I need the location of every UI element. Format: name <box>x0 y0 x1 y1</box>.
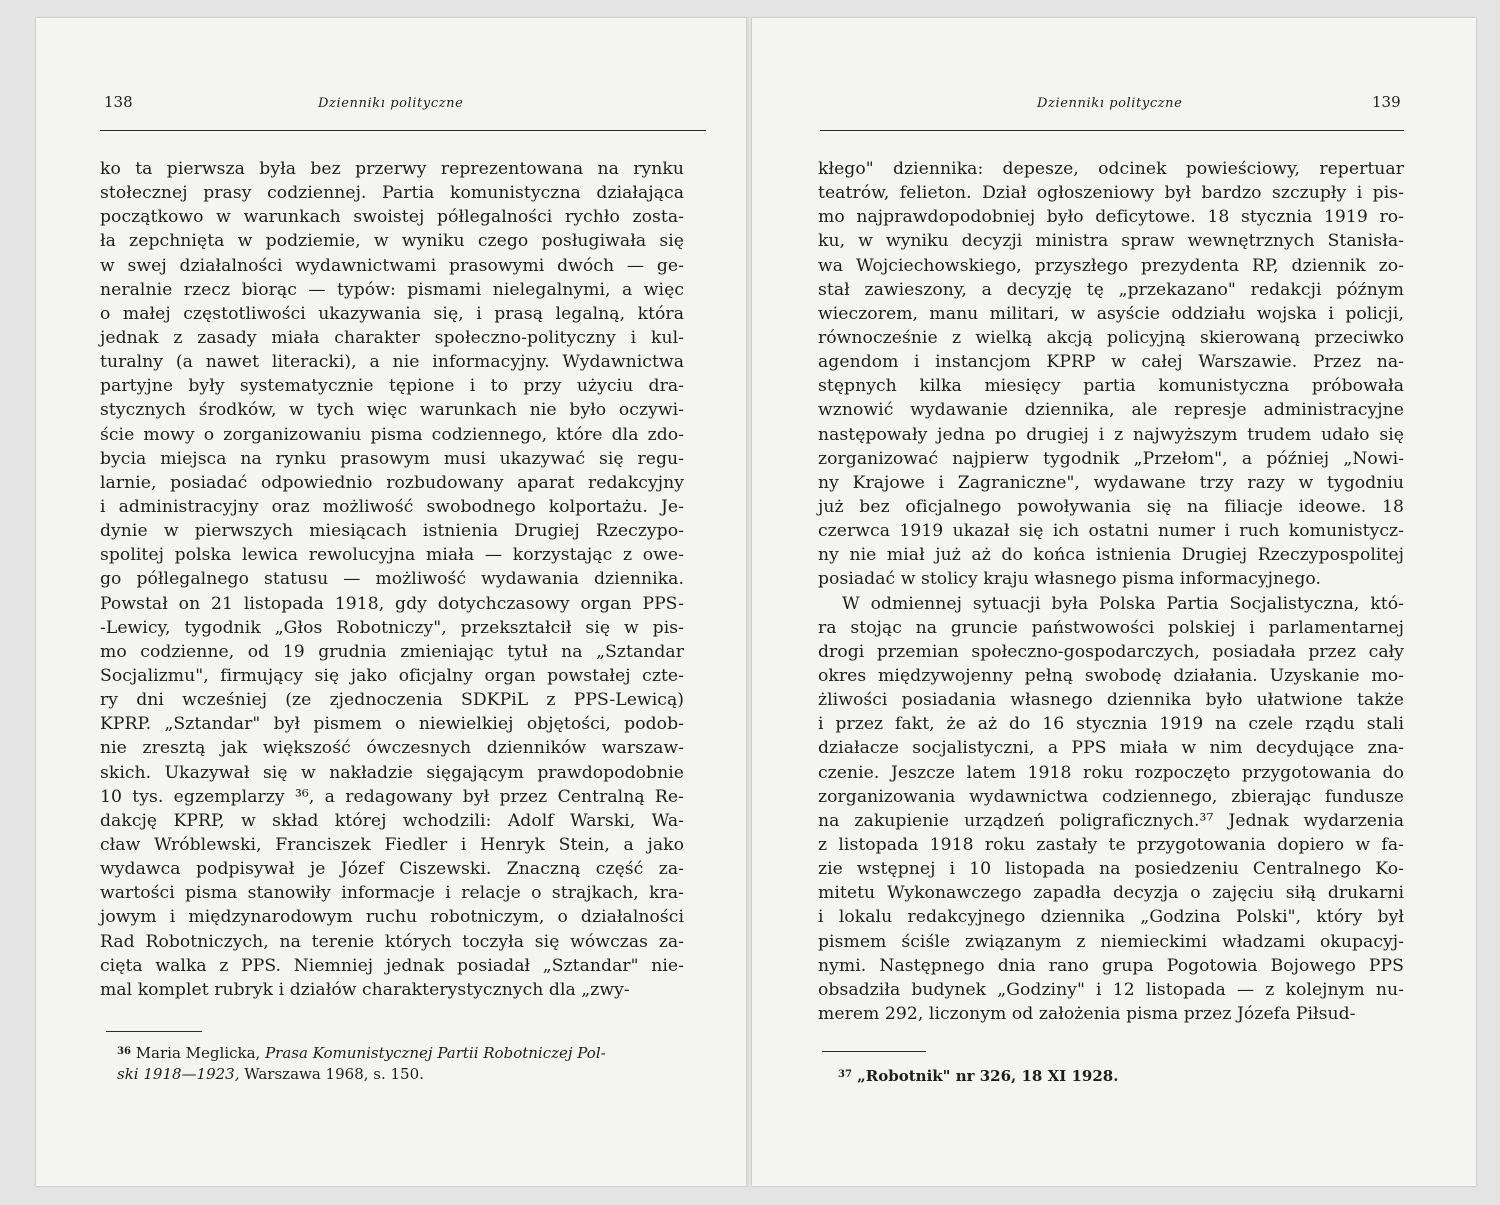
text-line: mo najprawdopodobniej było deficytowe. 18 stycznia 1919 ro- <box>818 207 1404 228</box>
text-line: z listopada 1918 roku zastały te przygotowania dopiero w fa- <box>818 834 1404 855</box>
text-line: zorganizować najpierw tygodnik „Przełom", a później „Nowi- <box>818 448 1404 469</box>
right-page-number: 139 <box>1372 93 1401 111</box>
text-line: obsadziła budynek „Godziny" i 12 listopada — z kolejnym nu- <box>818 979 1404 1000</box>
right-body-text <box>818 157 1404 1026</box>
text-line: jednak z zasady miała charakter społeczno-polityczny i kul- <box>100 327 684 348</box>
text-line: go półlegalnego statusu — możliwość wydawania dziennika. <box>100 569 684 590</box>
left-header-rule <box>100 130 706 131</box>
text-line: 10 tys. egzemplarzy ³⁶, a redagowany był przez Centralną Re- <box>100 786 684 807</box>
text-line: na zakupienie urządzeń poligraficznych.³⁷ Jednak wydarzenia <box>818 810 1404 831</box>
left-footnote-rule <box>106 1031 202 1032</box>
right-footnote-rule <box>822 1051 926 1052</box>
left-footnote <box>117 1043 677 1085</box>
text-line: wieczorem, manu militari, w asyście oddziału wojska i policji, <box>818 303 1404 324</box>
text-line: kłego" dziennika: depesze, odcinek powieściowy, repertuar <box>818 159 1404 179</box>
footnote-text: „Robotnik" nr 326, 18 XI 1928. <box>851 1067 1119 1085</box>
text-line: Socjalizmu", firmujący się jako oficjalny organ powstałej czte- <box>100 665 684 686</box>
right-running-title: Dziennikı polityczne <box>1037 96 1183 111</box>
text-line: i przez fakt, że aż do 16 stycznia 1919 na czele rządu stali <box>818 714 1404 735</box>
text-line: wartości pisma stanowiły informacje i relacje o strajkach, kra- <box>100 883 684 904</box>
text-line: skich. Ukazywał się w nakładzie sięgającym prawdopodobnie <box>100 762 684 783</box>
text-line: jowym i międzynarodowym ruchu robotniczym, o działalności <box>100 907 684 928</box>
text-line: czenie. Jeszcze latem 1918 roku rozpoczęto przygotowania do <box>818 762 1404 783</box>
text-line: spolitej polska lewica rewolucyjna miała — korzystając z owe- <box>100 545 684 566</box>
text-line: stołecznej prasy codziennej. Partia komunistyczna działająca <box>100 183 684 204</box>
text-line: stycznych środków, w tych więc warunkach nie było oczywi- <box>100 400 684 421</box>
text-line: stępnych kilka miesięcy partia komunistyczna próbowała <box>818 376 1404 397</box>
footnote-publication: Warszawa 1968, s. 150. <box>239 1065 424 1083</box>
text-line: okres międzywojenny pełną swobodę działania. Uzyskanie mo- <box>818 665 1404 686</box>
text-line: mo codzienne, od 19 grudnia zmieniając tytuł na „Sztandar <box>100 641 684 662</box>
text-line: wznowić wydawanie dziennika, ale represje administracyjne <box>818 400 1404 421</box>
text-line: o małej częstotliwości ukazywania się, i prasą legalną, która <box>100 303 684 324</box>
text-line: merem 292, liczonym od założenia pisma przez Józefa Piłsud- <box>818 1003 1356 1024</box>
text-line: neralnie rzecz biorąc — typów: pismami nielegalnymi, a więc <box>100 279 684 300</box>
text-line: ła zepchnięta w podziemie, w wyniku czego posługiwała się <box>100 231 684 252</box>
text-line: następowały jedna po drugiej i z najwyższym trudem udało się <box>818 424 1404 445</box>
text-line: ra stojąc na gruncie państwowości polskiej i parlamentarnej <box>818 617 1404 638</box>
text-line: pismem ściśle związanym z niemieckimi władzami okupacyj- <box>818 931 1404 952</box>
text-line: bycia miejsca na rynku prasowym musi ukazywać się regu- <box>100 448 684 469</box>
text-line: partyjne były systematycznie tępione i to przy użyciu dra- <box>100 376 684 397</box>
text-line: działacze socjalistyczni, a PPS miała w nim decydujące zna- <box>818 738 1404 759</box>
text-line: ście mowy o zorganizowaniu pisma codziennego, które dla zdo- <box>100 424 684 445</box>
text-line: cięta walka z PPS. Niemniej jednak posiadał „Sztandar" nie- <box>100 955 684 976</box>
text-line: KPRP. „Sztandar" był pismem o niewielkiej objętości, podob- <box>100 714 684 735</box>
text-line: już bez oficjalnego powoływania się na filiacje ideowe. 18 <box>818 496 1404 517</box>
text-line: Powstał on 21 listopada 1918, gdy dotychczasowy organ PPS- <box>100 593 684 614</box>
text-line: -Lewicy, tygodnik „Głos Robotniczy", przekształcił się w pis- <box>100 617 684 638</box>
text-line: ku, w wyniku decyzji ministra spraw wewnętrznych Stanisła- <box>818 231 1404 252</box>
text-line: początkowo w warunkach swoistej półlegalności rychło zosta- <box>100 207 684 228</box>
text-line: mal komplet rubryk i działów charakterystycznych dla „zwy- <box>100 979 630 1000</box>
footnote-marker: 37 <box>838 1069 852 1080</box>
text-line: zorganizowania wydawnictwa codziennego, zbierając fundusze <box>818 786 1404 807</box>
left-body-text <box>100 157 684 1002</box>
text-line: stał zawieszony, a decyzję tę „przekazano" redakcji późnym <box>818 279 1404 300</box>
footnote-title-cont: ski 1918—1923, <box>117 1065 240 1083</box>
text-line: czerwca 1919 ukazał się ich ostatni numer i ruch komunistycz- <box>818 521 1404 542</box>
text-line: teatrów, felieton. Dział ogłoszeniowy był bardzo szczupły i pis- <box>818 183 1404 204</box>
text-line: dynie w pierwszych miesiącach istnienia Drugiej Rzeczypo- <box>100 521 684 542</box>
text-line: zie wstępnej i 10 listopada na posiedzeniu Centralnego Ko- <box>818 859 1404 880</box>
text-line: ry dni wcześniej (ze zjednoczenia SDKPiL z PPS-Lewicą) <box>100 690 684 711</box>
text-line: W odmiennej sytuacji była Polska Partia Socjalistyczna, któ- <box>842 593 1404 614</box>
text-line: cław Wróblewski, Franciszek Fiedler i Henryk Stein, a jako <box>100 834 684 855</box>
text-line: ny Krajowe i Zagraniczne", wydawane trzy razy w tygodniu <box>818 472 1404 493</box>
text-line: dakcję KPRP, w skład której wchodzili: Adolf Warski, Wa- <box>100 810 684 831</box>
text-line: ny nie miał już aż do końca istnienia Drugiej Rzeczypospolitej <box>818 545 1404 566</box>
text-line: nie zresztą jak większość ówczesnych dzienników warszaw- <box>100 738 684 759</box>
left-running-title: Dziennikı polityczne <box>318 96 464 111</box>
text-line: agendom i instancjom KPRP w całej Warszawie. Przez na- <box>818 352 1404 373</box>
text-line: posiadać w stolicy kraju własnego pisma informacyjnego. <box>818 569 1321 590</box>
text-line: i lokalu redakcyjnego dziennika „Godzina Polski", który był <box>818 907 1404 928</box>
right-footnote <box>838 1066 1398 1087</box>
right-header-rule <box>820 130 1404 131</box>
text-line: i administracyjny oraz możliwość swobodnego kolportażu. Je- <box>100 496 684 517</box>
text-line: równocześnie z wielką akcją policyjną skierowaną przeciwko <box>818 327 1404 348</box>
footnote-title: Prasa Komunistycznej Partii Robotniczej Pol- <box>265 1044 606 1062</box>
text-line: wa Wojciechowskiego, przyszłego prezydenta RP, dziennik zo- <box>818 255 1404 276</box>
text-line: turalny (a nawet literacki), a nie informacyjny. Wydawnictwa <box>100 352 684 373</box>
text-line: Rad Robotniczych, na terenie których toczyła się wówczas za- <box>100 931 684 952</box>
text-line: wydawca podpisywał je Józef Ciszewski. Znaczną część za- <box>100 859 684 880</box>
text-line: mitetu Wykonawczego zapadła decyzja o zajęciu siłą drukarni <box>818 883 1404 904</box>
text-line: ko ta pierwsza była bez przerwy reprezentowana na rynku <box>100 159 684 179</box>
footnote-marker: 36 <box>117 1046 131 1057</box>
text-line: larnie, posiadać odpowiednio rozbudowany aparat redakcyjny <box>100 472 684 493</box>
text-line: żliwości posiadania własnego dziennika było ułatwione także <box>818 690 1404 711</box>
text-line: nymi. Następnego dnia rano grupa Pogotowia Bojowego PPS <box>818 955 1404 976</box>
left-page-number: 138 <box>104 93 133 111</box>
text-line: w swej działalności wydawnictwami prasowymi dwóch — ge- <box>100 255 684 276</box>
text-line: drogi przemian społeczno-gospodarczych, posiadała przez cały <box>818 641 1404 662</box>
footnote-author: Maria Meglicka, <box>135 1044 266 1062</box>
